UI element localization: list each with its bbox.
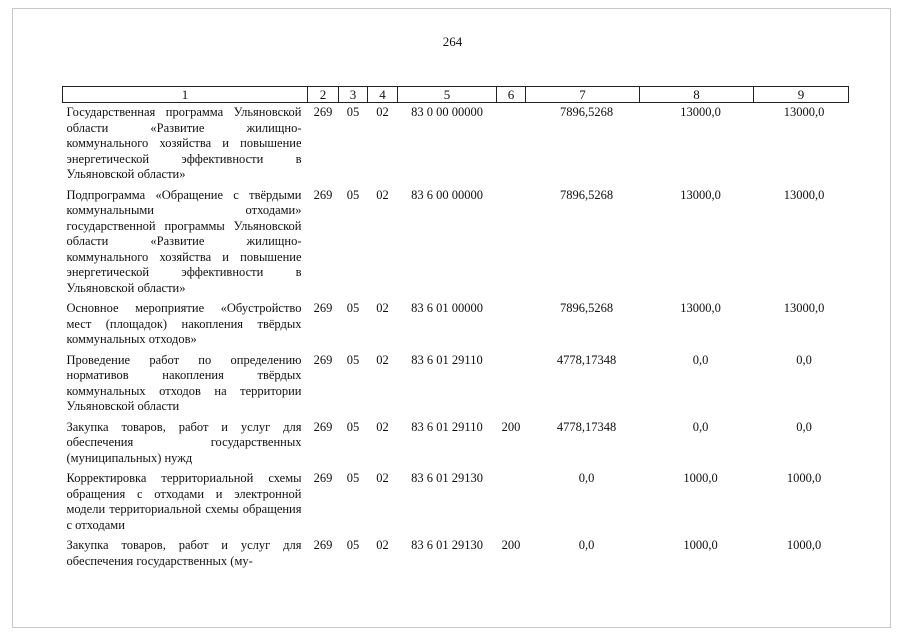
column-header: 7	[526, 87, 640, 103]
cell-code-4: 02	[376, 471, 389, 485]
cell-value-9: 13000,0	[783, 301, 825, 315]
cell-value-7: 7896,5268	[559, 301, 614, 315]
cell-code-4: 02	[376, 105, 389, 119]
cell-value-8: 13000,0	[680, 187, 721, 202]
cell-value-8: 0,0	[692, 352, 709, 367]
cell-code-3: 05	[346, 352, 360, 367]
cell-code-5: 83 6 01 29110	[411, 419, 483, 434]
row-name: Закупка товаров, работ и услуг для обеспечения государственных (муниципальных) нужд	[66, 419, 302, 465]
cell-value-9: 13000,0	[783, 105, 825, 119]
table-header-row	[63, 87, 849, 103]
column-header: 9	[754, 87, 849, 103]
cell-value-8: 0,0	[692, 419, 709, 434]
row-name: Основное мероприятие «Обустройство мест (площадок) накопления твёрдых коммунальных отходов»	[66, 301, 302, 346]
row-name: Подпрограмма «Обращение с твёрдыми коммунальными отходами» государственной программы Ульяновской области «Развитие жилищно-коммунального хозяйства и повышение энергетической эффективности в Ульяновской области»	[66, 187, 302, 295]
table-row	[63, 299, 849, 351]
page-number: 264	[442, 34, 463, 49]
table-row	[63, 103, 849, 186]
cell-code-6	[497, 103, 526, 186]
cell-code-3: 05	[346, 105, 360, 119]
cell-value-7: 0,0	[578, 538, 595, 552]
cell-value-7: 0,0	[578, 471, 595, 485]
column-header: 2	[308, 87, 339, 103]
column-header: 8	[640, 87, 754, 103]
row-name: Закупка товаров, работ и услуг для обеспечения государственных (му-	[66, 538, 302, 568]
row-name: Государственная программа Ульяновской области «Развитие жилищно-коммунального хозяйства и повышение энергетической эффективности в Ульяновской области»	[66, 105, 302, 181]
budget-table	[62, 86, 849, 572]
cell-value-8: 1000,0	[683, 538, 718, 552]
cell-code-2: 269	[313, 471, 333, 485]
cell-code-4: 02	[376, 419, 389, 434]
cell-code-6: 200	[501, 419, 521, 434]
cell-code-5: 83 6 00 00000	[411, 187, 483, 202]
cell-value-7: 7896,5268	[559, 105, 614, 119]
cell-code-2: 269	[313, 352, 333, 367]
cell-value-7: 4778,17348	[556, 352, 617, 367]
column-header: 4	[368, 87, 398, 103]
cell-value-8: 1000,0	[683, 471, 718, 485]
cell-value-9: 1000,0	[786, 471, 822, 485]
column-header: 1	[63, 87, 308, 103]
cell-code-2: 269	[313, 538, 333, 552]
cell-code-2: 269	[313, 187, 333, 202]
cell-code-3: 05	[346, 301, 360, 315]
table-row	[63, 536, 849, 572]
cell-code-5: 83 6 01 29130	[411, 471, 483, 485]
cell-code-3: 05	[346, 419, 360, 434]
column-header: 6	[497, 87, 526, 103]
row-name: Проведение работ по определению нормативов накопления твёрдых коммунальных отходов на территории Ульяновской области	[66, 352, 302, 413]
cell-value-9: 0,0	[796, 419, 812, 434]
cell-code-2: 269	[313, 105, 333, 119]
cell-code-5: 83 0 00 00000	[411, 105, 483, 119]
cell-value-8: 13000,0	[680, 301, 721, 315]
cell-value-9: 0,0	[796, 352, 812, 367]
cell-value-7: 7896,5268	[559, 187, 614, 202]
table-row	[63, 186, 849, 300]
table-row	[63, 351, 849, 418]
column-header: 3	[339, 87, 368, 103]
cell-code-5: 83 6 01 29130	[411, 538, 483, 552]
cell-value-9: 13000,0	[783, 187, 825, 202]
cell-value-8: 13000,0	[680, 105, 721, 119]
cell-code-3: 05	[346, 538, 360, 552]
cell-code-5: 83 6 01 29110	[411, 352, 483, 367]
cell-code-6	[497, 469, 526, 536]
column-header: 5	[398, 87, 497, 103]
cell-code-6	[497, 186, 526, 300]
table-row	[63, 469, 849, 536]
cell-code-2: 269	[313, 301, 333, 315]
cell-code-6	[497, 351, 526, 418]
cell-code-4: 02	[376, 538, 389, 552]
table-row	[63, 418, 849, 470]
cell-code-4: 02	[376, 301, 389, 315]
cell-code-2: 269	[313, 419, 333, 434]
cell-code-5: 83 6 01 00000	[411, 301, 483, 315]
cell-code-6	[497, 299, 526, 351]
cell-code-3: 05	[346, 471, 360, 485]
cell-code-4: 02	[376, 352, 389, 367]
cell-value-7: 4778,17348	[556, 419, 617, 434]
cell-code-4: 02	[376, 187, 389, 202]
cell-value-9: 1000,0	[786, 538, 822, 552]
cell-code-6: 200	[501, 538, 521, 552]
row-name: Корректировка территориальной схемы обращения с отходами и электронной модели территориальной схемы обращения с отходами	[66, 471, 302, 532]
cell-code-3: 05	[346, 187, 360, 202]
